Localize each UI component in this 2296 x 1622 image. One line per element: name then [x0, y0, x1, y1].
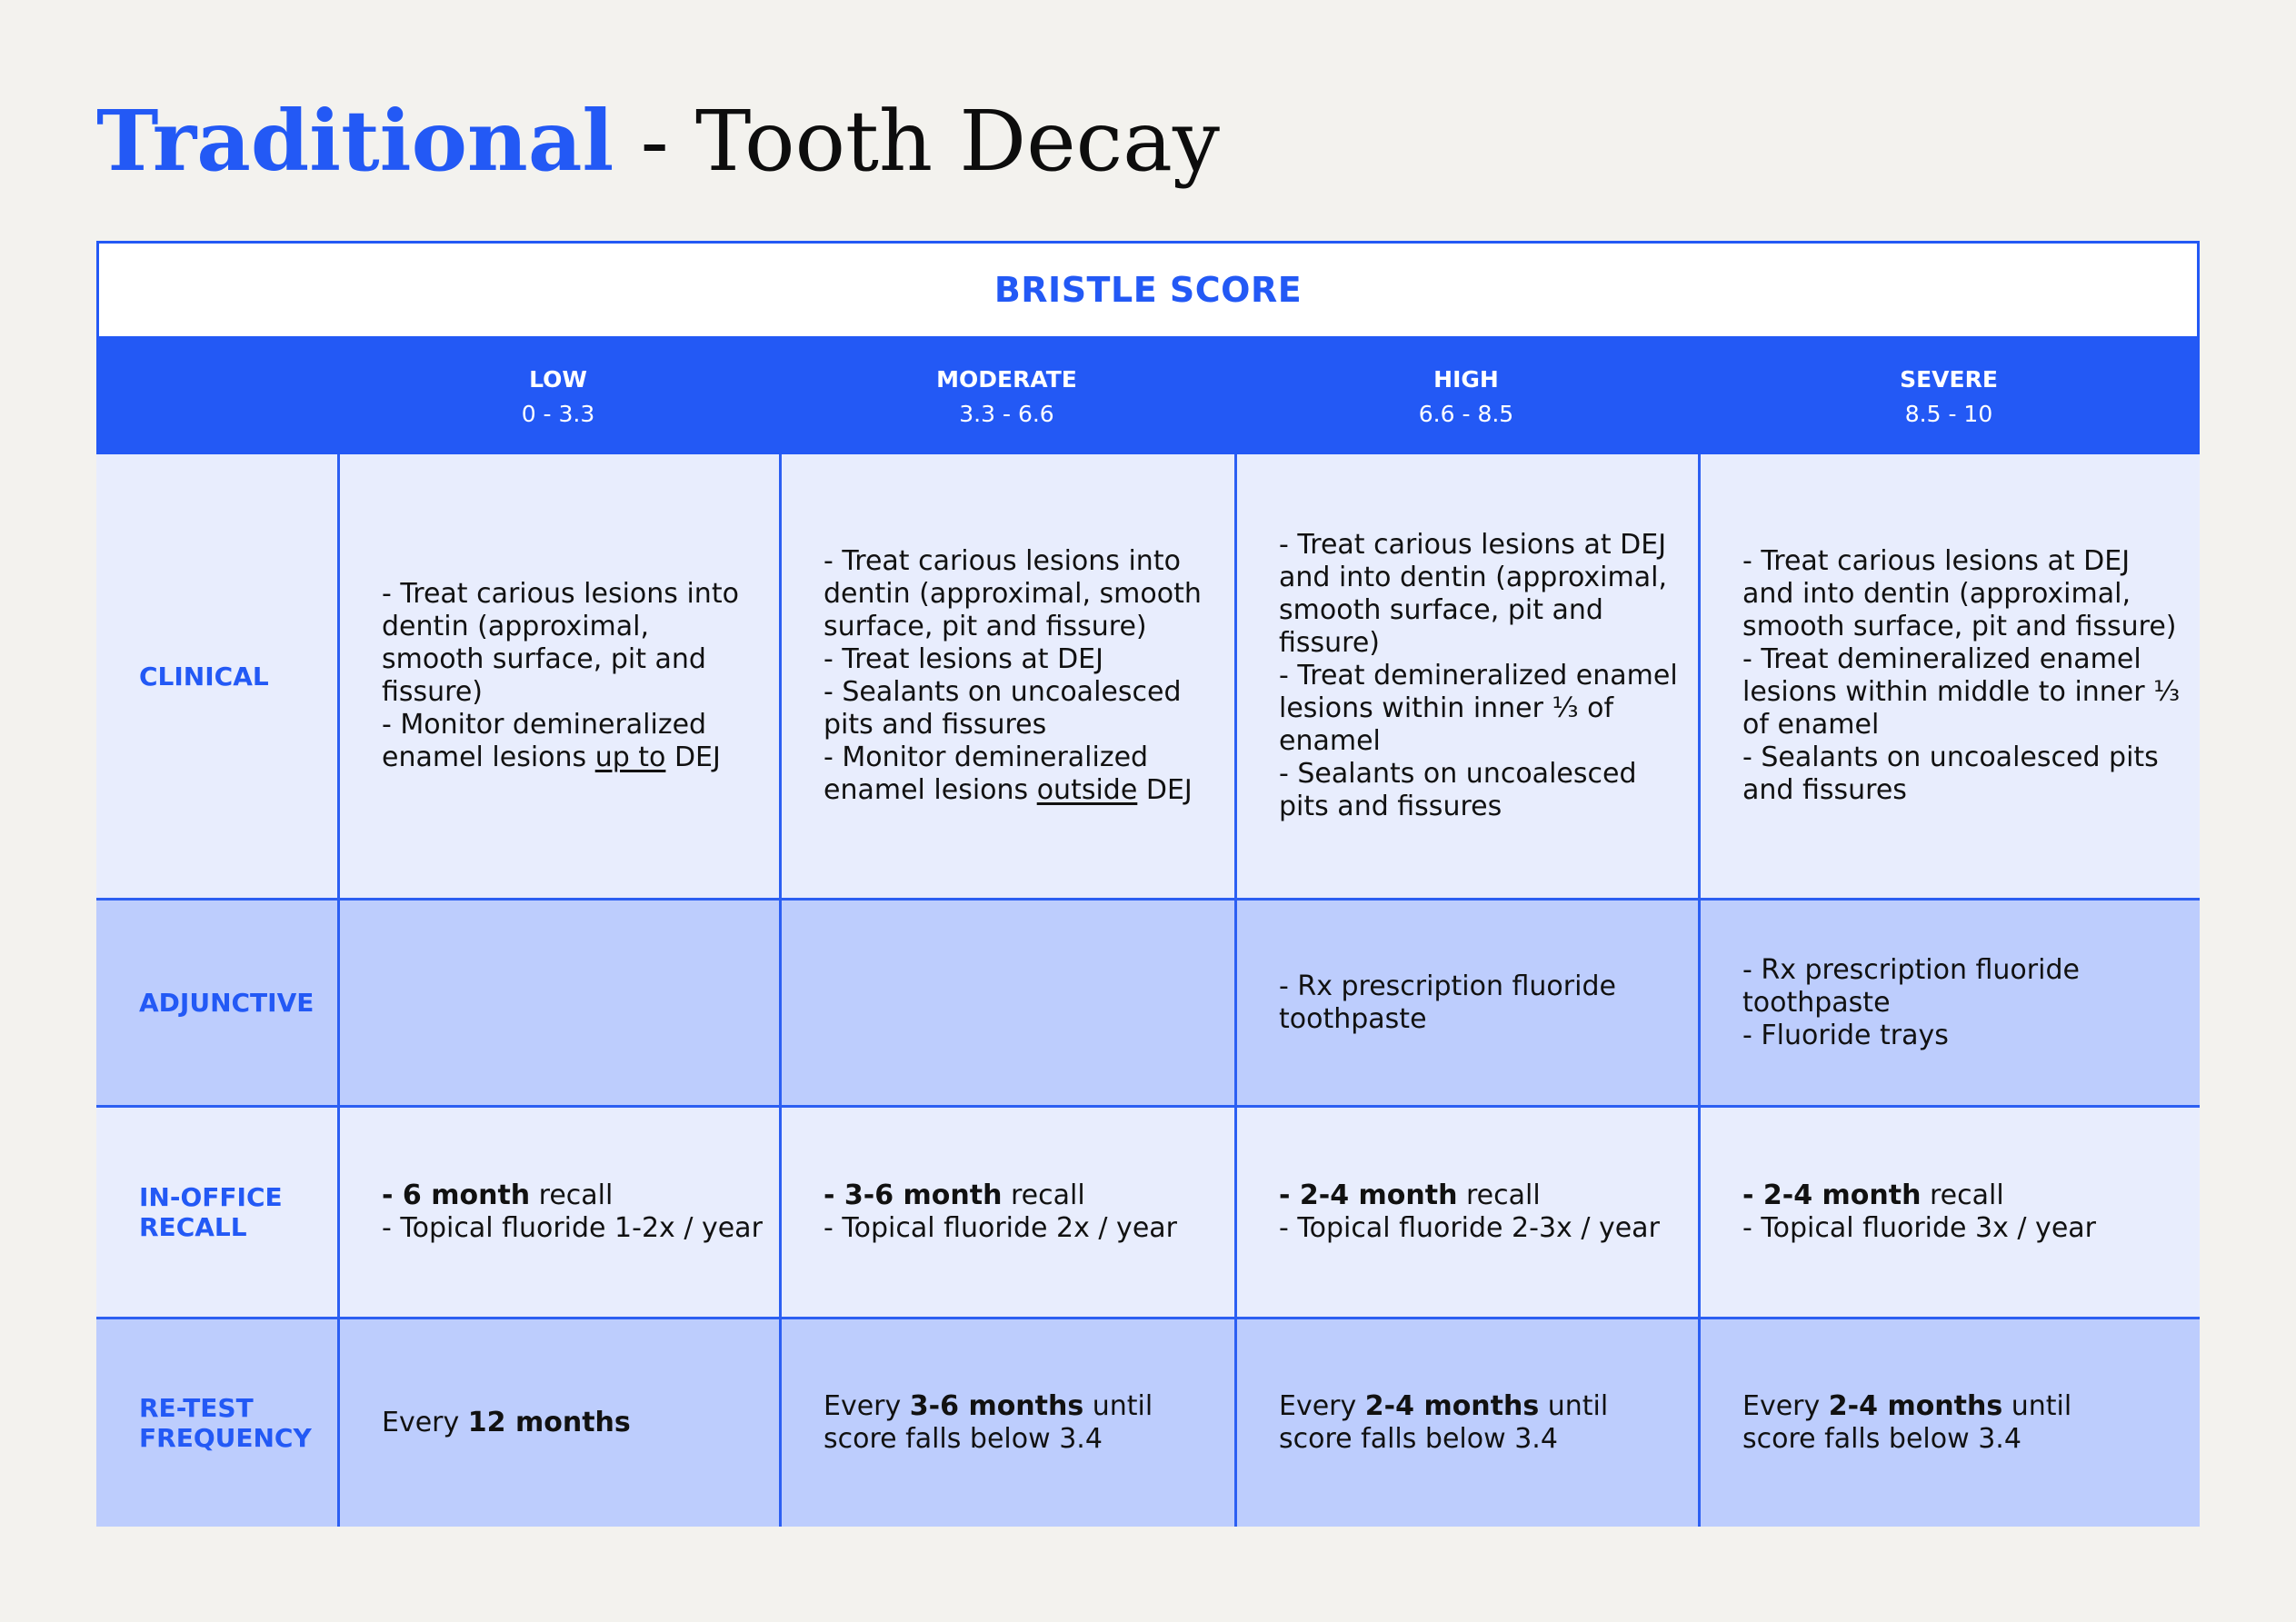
text-fragment: DEJ	[1137, 774, 1193, 806]
text-fragment: recall	[1921, 1179, 2004, 1211]
adjunctive-high	[1234, 898, 1698, 1105]
level-name: LOW	[529, 365, 587, 393]
underlined-text: up to	[594, 741, 666, 773]
text-line: - Treat carious lesions into	[382, 578, 739, 610]
clinical-severe	[1698, 454, 2200, 898]
bold-text: 2-4 months	[1364, 1390, 1540, 1422]
retest-low	[337, 1317, 779, 1527]
level-severe	[1698, 339, 2200, 454]
text-line: fissure)	[1279, 627, 1381, 659]
text-line: score falls below 3.4	[1279, 1423, 1558, 1455]
table-header: BRISTLE SCORE	[96, 241, 2200, 339]
text-line	[1279, 1390, 1608, 1423]
text-line	[824, 1390, 1153, 1423]
text-line: enamel	[1279, 725, 1381, 757]
text-line: - Topical fluoride 2-3x / year	[1279, 1212, 1660, 1244]
clinical-moderate	[779, 454, 1234, 898]
label-line: FREQUENCY	[139, 1423, 312, 1453]
clinical-low	[337, 454, 779, 898]
text-line: - Treat demineralized enamel	[1742, 643, 2141, 675]
title-accent: Traditional	[96, 92, 614, 190]
bold-text: - 3-6 month	[824, 1179, 1003, 1211]
text-line	[1279, 1179, 1660, 1212]
text-line: - Sealants on uncoalesced	[1279, 758, 1637, 790]
level-name: MODERATE	[936, 365, 1077, 393]
retest-high	[1234, 1317, 1698, 1527]
text-fragment: Every	[382, 1407, 468, 1438]
text-line: surface, pit and fissure)	[824, 611, 1147, 642]
text-line: and into dentin (approximal,	[1279, 562, 1667, 593]
text-fragment: recall	[530, 1179, 614, 1211]
text-line	[1742, 1179, 2096, 1212]
text-fragment: until	[1539, 1390, 1609, 1422]
retest-severe	[1698, 1317, 2200, 1527]
level-name: HIGH	[1433, 365, 1499, 393]
underlined-text: outside	[1036, 774, 1138, 806]
recall-moderate	[779, 1105, 1234, 1317]
row-label-retest	[96, 1317, 337, 1527]
text-line	[382, 1179, 763, 1212]
title-rest: - Tooth Decay	[614, 93, 1220, 190]
text-line: - Fluoride trays	[1742, 1019, 1949, 1051]
text-line: - Treat carious lesions at DEJ	[1279, 529, 1667, 561]
level-name: SEVERE	[1900, 365, 1998, 393]
text-line	[824, 1179, 1177, 1212]
adjunctive-low	[337, 898, 779, 1105]
text-line: - Treat lesions at DEJ	[824, 643, 1103, 675]
text-line: smooth surface, pit and fissure)	[1742, 611, 2177, 642]
text-line: - Topical fluoride 1-2x / year	[382, 1212, 763, 1244]
bristle-score-table	[96, 241, 2200, 1527]
text-fragment: until	[2002, 1390, 2072, 1422]
clinical-high	[1234, 454, 1698, 898]
row-label-recall	[96, 1105, 337, 1317]
header-corner	[96, 339, 337, 454]
text-line: dentin (approximal, smooth	[824, 578, 1202, 610]
label-line: RE-TEST	[139, 1393, 254, 1423]
text-line: dentin (approximal,	[382, 611, 650, 642]
text-fragment: Every	[1279, 1390, 1365, 1422]
text-line	[824, 774, 1202, 807]
text-fragment: Every	[824, 1390, 910, 1422]
text-line: - Monitor demineralized	[824, 741, 1149, 773]
text-line	[382, 741, 739, 774]
text-line: pits and fissures	[824, 709, 1047, 741]
text-line: - Treat carious lesions into	[824, 545, 1181, 577]
text-line: and fissures	[1742, 774, 1907, 806]
text-line: smooth surface, pit and	[1279, 594, 1603, 626]
text-fragment: enamel lesions	[824, 774, 1037, 806]
bold-text: 3-6 months	[909, 1390, 1084, 1422]
text-line: toothpaste	[1742, 986, 1891, 1019]
text-line	[1742, 1390, 2071, 1423]
text-fragment: until	[1083, 1390, 1153, 1422]
text-fragment: recall	[1457, 1179, 1541, 1211]
row-label-adjunctive: ADJUNCTIVE	[96, 898, 337, 1105]
text-line: pits and fissures	[1279, 791, 1502, 822]
text-line: - Sealants on uncoalesced pits	[1742, 741, 2159, 773]
text-line: fissure)	[382, 676, 484, 708]
bold-text: 2-4 months	[1828, 1390, 2003, 1422]
text-fragment: DEJ	[665, 741, 721, 773]
retest-moderate	[779, 1317, 1234, 1527]
text-fragment: recall	[1002, 1179, 1085, 1211]
label-line: RECALL	[139, 1212, 247, 1242]
text-line: - Topical fluoride 3x / year	[1742, 1212, 2096, 1244]
text-fragment: Every	[1742, 1390, 1829, 1422]
text-line: - Sealants on uncoalesced	[824, 676, 1182, 708]
text-line: - Treat demineralized enamel	[1279, 660, 1678, 692]
bold-text: - 2-4 month	[1279, 1179, 1458, 1211]
level-high	[1234, 339, 1698, 454]
text-line: - Rx prescription fluoride	[1742, 953, 2080, 986]
bold-text: 12 months	[467, 1407, 631, 1438]
text-line: lesions within inner ⅓ of	[1279, 692, 1614, 724]
bold-text: - 6 month	[382, 1179, 531, 1211]
text-line: toothpaste	[1279, 1002, 1427, 1035]
row-label-clinical: CLINICAL	[96, 454, 337, 898]
recall-high	[1234, 1105, 1698, 1317]
text-line: score falls below 3.4	[824, 1423, 1103, 1455]
level-range: 3.3 - 6.6	[959, 400, 1054, 427]
text-line: and into dentin (approximal,	[1742, 578, 2131, 610]
level-range: 6.6 - 8.5	[1418, 400, 1514, 427]
adjunctive-severe	[1698, 898, 2200, 1105]
text-line: - Topical fluoride 2x / year	[824, 1212, 1177, 1244]
level-moderate	[779, 339, 1234, 454]
level-low	[337, 339, 779, 454]
text-line: score falls below 3.4	[1742, 1423, 2021, 1455]
level-range: 8.5 - 10	[1904, 400, 1993, 427]
text-line: smooth surface, pit and	[382, 643, 706, 675]
text-line: lesions within middle to inner ⅓	[1742, 676, 2181, 708]
recall-low	[337, 1105, 779, 1317]
text-line: - Rx prescription fluoride	[1279, 970, 1616, 1002]
page-title	[96, 80, 1220, 203]
level-range: 0 - 3.3	[521, 400, 595, 427]
text-line: of enamel	[1742, 709, 1880, 741]
adjunctive-moderate	[779, 898, 1234, 1105]
label-line: IN-OFFICE	[139, 1182, 283, 1212]
text-line	[382, 1407, 631, 1439]
text-fragment: enamel lesions	[382, 741, 595, 773]
recall-severe	[1698, 1105, 2200, 1317]
text-line: - Monitor demineralized	[382, 709, 707, 741]
text-line: - Treat carious lesions at DEJ	[1742, 545, 2131, 577]
bold-text: - 2-4 month	[1742, 1179, 1922, 1211]
